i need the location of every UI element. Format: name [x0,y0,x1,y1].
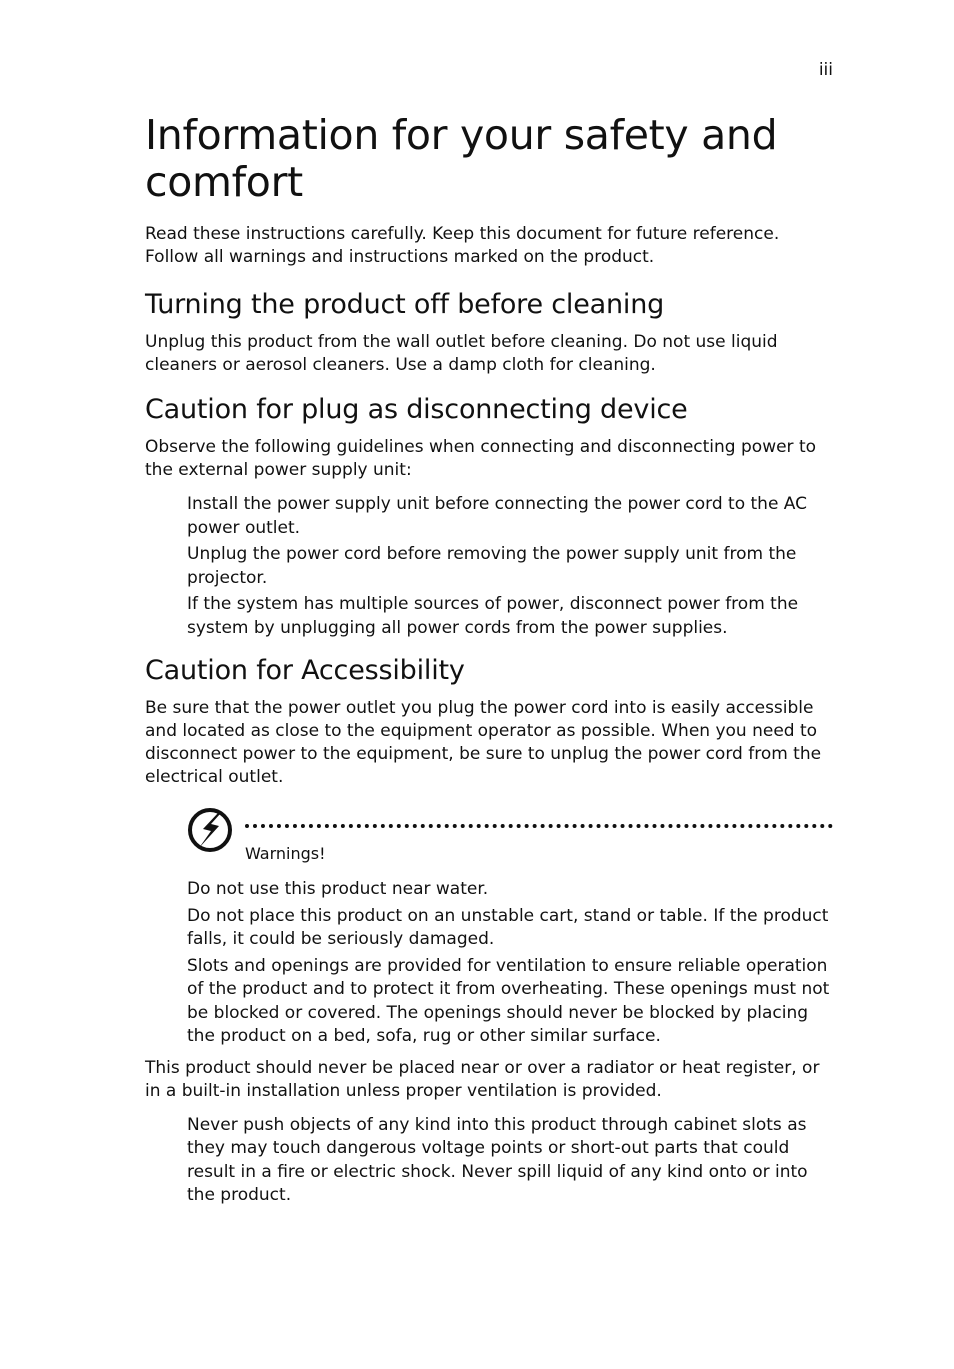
paragraph-plug-disconnect: Observe the following guidelines when connecting and disconnecting power to the external power supply unit: [145,437,817,480]
list-item: Unplug the power cord before removing the power supply unit from the projector. [187,544,797,588]
document-body [145,112,833,1211]
warning-dotted-rule [245,824,833,828]
list-item: Install the power supply unit before connecting the power cord to the AC power outlet. [187,494,808,538]
list-item: Do not place this product on an unstable cart, stand or table. If the product falls, it could be seriously damaged. [187,905,829,949]
list-item: Never push objects of any kind into this product through cabinet slots as they may touch dangerous voltage points or short-out parts that could result in a fire or electric shock. Never spill liquid of any kind onto or into the product. [187,1114,808,1205]
heading-cleaning: Turning the product off before cleaning [145,289,665,320]
lightning-warning-icon [187,807,235,853]
list-item: Do not use this product near water. [187,879,489,899]
plug-guidelines-list [145,493,833,640]
list-item: Slots and openings are provided for ventilation to ensure reliable operation of the product and to protect it from overheating. These openings must not be blocked or covered. The openings should never be blocked by placing the product on a bed, sofa, rug or other similar surface. [187,955,830,1046]
paragraph-cleaning: Unplug this product from the wall outlet before cleaning. Do not use liquid cleaners or aerosol cleaners. Use a damp cloth for cleaning. [145,332,778,375]
heading-plug-disconnect: Caution for plug as disconnecting device [145,394,688,425]
page-title: Information for your safety and comfort [145,111,778,206]
paragraph-radiator: This product should never be placed near or over a radiator or heat register, or in a built-in installation unless proper ventilation is provided. [145,1057,820,1101]
warning-list [145,878,833,1049]
page-number: iii [818,60,833,80]
paragraph-accessibility: Be sure that the power outlet you plug the power cord into is easily accessible and located as close to the equipment operator as possible. When you need to disconnect power to the equipment, be sure to unplug the power cord from the electrical outlet. [145,698,822,787]
warning-label: Warnings! [245,844,326,863]
warning-callout [187,807,833,867]
list-item: If the system has multiple sources of power, disconnect power from the system by unplugging all power cords from the power supplies. [187,594,799,638]
heading-accessibility: Caution for Accessibility [145,655,465,686]
intro-paragraph: Read these instructions carefully. Keep this document for future reference. Follow all warnings and instructions marked on the product. [145,224,780,267]
final-warning-list [145,1114,833,1208]
